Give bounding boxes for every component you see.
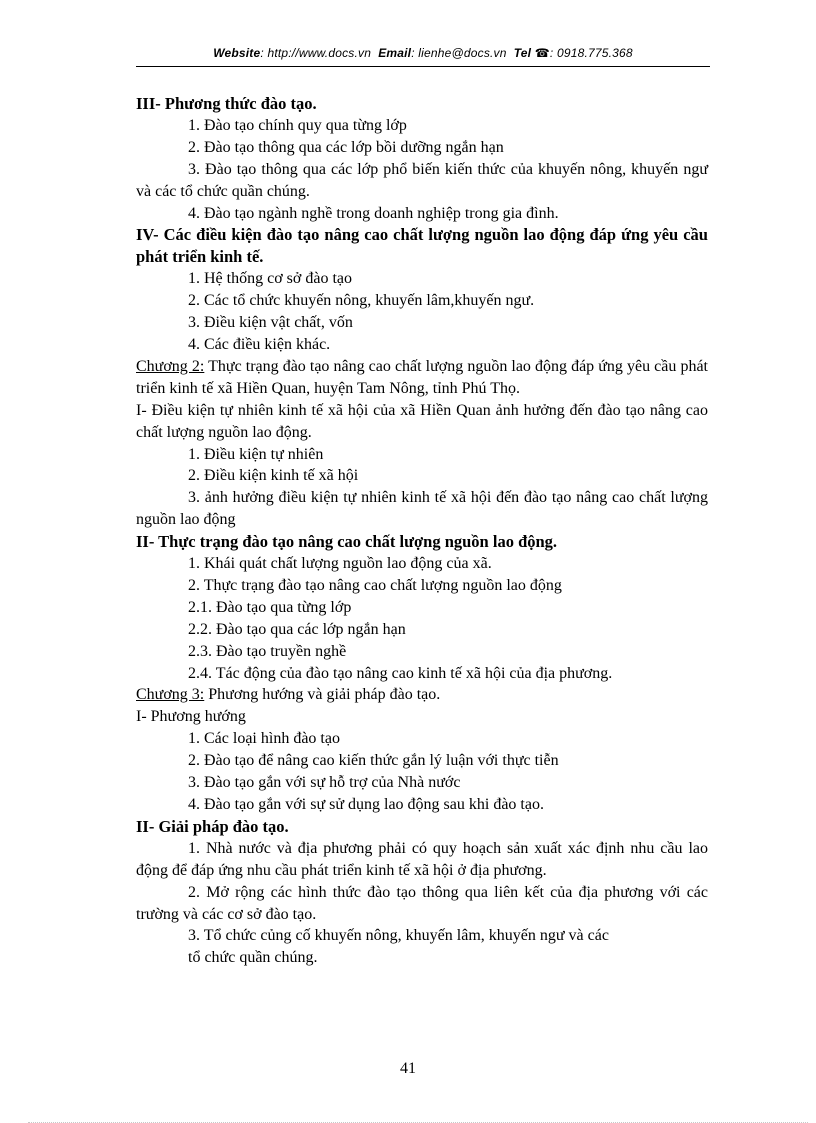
section-heading: II- Thực trạng đào tạo nâng cao chất lượng nguồn lao động. (136, 532, 558, 552)
list-item: 1. Hệ thống cơ sở đào tạo (188, 270, 352, 288)
list-item: 2. Mở rộng các hình thức đào tạo thông qua liên kết của địa phương với các trường và các cơ sở đào tạo. (136, 883, 708, 923)
list-item: 2. Các tổ chức khuyến nông, khuyến lâm,khuyến ngư. (188, 292, 535, 310)
chapter-heading (136, 684, 708, 706)
tel-label: Tel (513, 46, 532, 60)
header-rule (136, 66, 710, 67)
chapter-title: Phương hướng và giải pháp đào tạo. (208, 686, 441, 704)
section-heading: IV- Các điều kiện đào tạo nâng cao chất lượng nguồn lao động đáp ứng yêu cầu phát triển kinh tế. (136, 225, 708, 267)
tel-value: : 0918.775.368 (549, 46, 633, 60)
list-item: 4. Các điều kiện khác. (188, 335, 331, 353)
list-item: 1. Nhà nước và địa phương phải có quy hoạch sản xuất xác định nhu cầu lao động để đáp ứng nhu cầu phát triển kinh tế xã hội ở địa phương. (136, 839, 708, 879)
list-item: 2.3. Đào tạo truyền nghề (188, 642, 347, 660)
list-item: 1. Đào tạo chính quy qua từng lớp (188, 116, 407, 134)
list-item: 2. Đào tạo để nâng cao kiến thức gắn lý luận với thực tiễn (188, 752, 559, 770)
list-item: 3. Tổ chức củng cố khuyến nông, khuyến lâm, khuyến ngư và các (188, 927, 609, 945)
chapter-heading (136, 356, 708, 400)
list-item: tổ chức quần chúng. (188, 949, 318, 967)
list-item: 1. Các loại hình đào tạo (188, 730, 340, 748)
subsection-heading: I- Phương hướng (136, 708, 246, 726)
website-label: Website (213, 46, 261, 60)
website-value: : http://www.docs.vn (260, 46, 372, 60)
list-item: 3. Đào tạo thông qua các lớp phổ biến kiến thức của khuyến nông, khuyến ngư và các tổ chức quần chúng. (136, 160, 708, 200)
page-header (136, 46, 710, 60)
document-body (136, 93, 708, 969)
list-item: 4. Đào tạo ngành nghề trong doanh nghiệp trong gia đình. (188, 204, 559, 222)
list-item: 1. Khái quát chất lượng nguồn lao động của xã. (188, 555, 492, 573)
list-item: 2. Đào tạo thông qua các lớp bồi dưỡng ngắn hạn (188, 138, 504, 156)
subsection-heading: I- Điều kiện tự nhiên kinh tế xã hội của xã Hiền Quan ảnh hưởng đến đào tạo nâng cao chất lượng nguồn lao động. (136, 401, 708, 441)
chapter-title: Thực trạng đào tạo nâng cao chất lượng nguồn lao động đáp ứng yêu cầu phát triển kinh tế xã Hiền Quan, huyện Tam Nông, tỉnh Phú Thọ. (136, 357, 709, 397)
phone-icon: ☎ (534, 46, 550, 60)
list-item: 2. Điều kiện kinh tế xã hội (188, 467, 359, 485)
section-heading: II- Giải pháp đào tạo. (136, 816, 289, 836)
page-number: 41 (400, 1060, 416, 1077)
list-item: 3. ảnh hưởng điều kiện tự nhiên kinh tế xã hội đến đào tạo nâng cao chất lượng nguồn lao động (136, 489, 708, 529)
chapter-label: Chương 3: (136, 686, 205, 704)
list-item: 2.1. Đào tạo qua từng lớp (188, 598, 352, 616)
list-item: 3. Điều kiện vật chất, vốn (188, 314, 353, 332)
chapter-label: Chương 2: (136, 357, 205, 375)
list-item: 2.4. Tác động của đào tạo nâng cao kinh tế xã hội của địa phương. (188, 664, 613, 682)
list-item: 3. Đào tạo gắn với sự hỗ trợ của Nhà nước (188, 774, 461, 792)
list-item: 2. Thực trạng đào tạo nâng cao chất lượng nguồn lao động (188, 576, 562, 594)
section-heading: III- Phương thức đào tạo. (136, 94, 317, 113)
email-value: : lienhe@docs.vn (411, 46, 507, 60)
list-item: 1. Điều kiện tự nhiên (188, 445, 324, 463)
list-item: 4. Đào tạo gắn với sự sử dụng lao động sau khi đào tạo. (188, 796, 544, 813)
email-label: Email (378, 46, 412, 60)
list-item: 2.2. Đào tạo qua các lớp ngắn hạn (188, 620, 406, 638)
